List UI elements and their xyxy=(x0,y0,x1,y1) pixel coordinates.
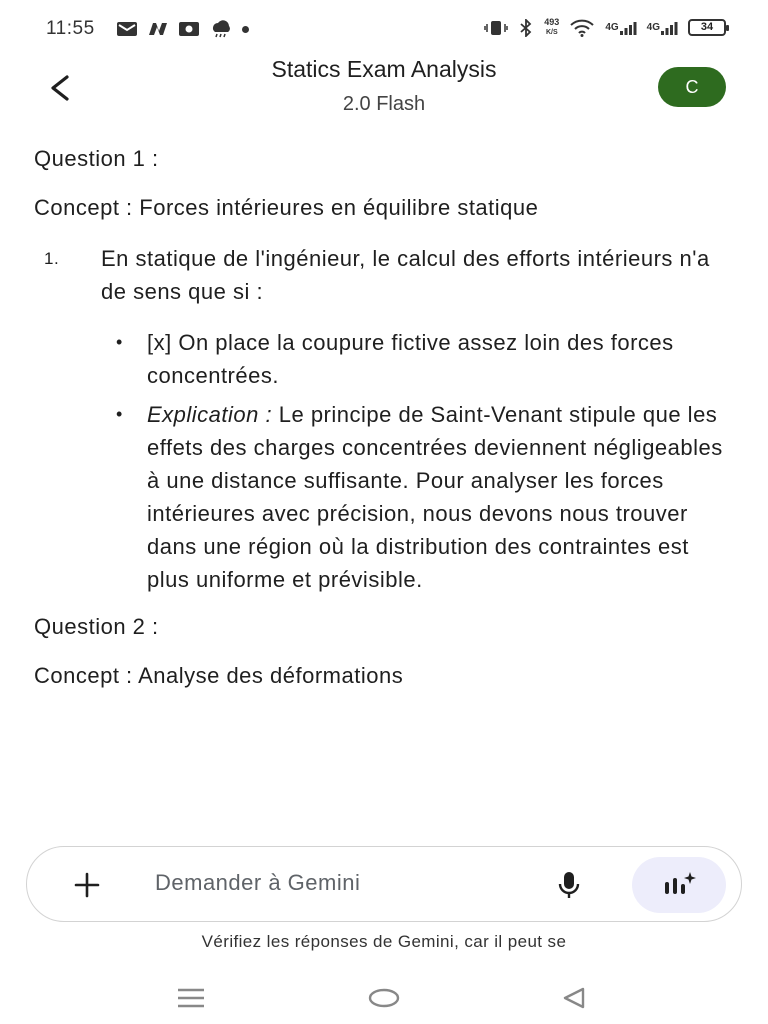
item-number: 1. xyxy=(44,249,60,268)
prompt-input-bar xyxy=(26,846,742,922)
more-notifications-icon xyxy=(242,26,249,33)
nav-back-button[interactable] xyxy=(549,983,599,1013)
battery-level: 34 xyxy=(700,21,714,33)
disclaimer-text: Vérifiez les réponses de Gemini, car il peut se xyxy=(201,932,567,951)
question-1-heading: Question 1 : xyxy=(34,146,159,171)
recents-button[interactable] xyxy=(166,983,216,1013)
explanation-label: Explication : xyxy=(147,402,273,427)
model-selector[interactable]: 2.0 Flash xyxy=(342,93,426,115)
page-title: Statics Exam Analysis xyxy=(271,56,497,82)
system-nav-bar xyxy=(0,975,768,1020)
bullet-answer-text: [x] On place la coupure fictive assez loin des forces concentrées. xyxy=(147,330,674,388)
network-type-1: 4G xyxy=(605,22,619,33)
numbered-item xyxy=(34,242,734,308)
bullet-answer xyxy=(112,326,734,392)
network-type-2: 4G xyxy=(646,22,660,33)
plus-icon xyxy=(73,871,101,899)
prompt-input[interactable]: Demander à Gemini xyxy=(155,870,361,895)
microphone-icon xyxy=(555,870,583,900)
notification-icons xyxy=(116,20,249,38)
network-speed xyxy=(544,18,559,37)
bluetooth-icon xyxy=(518,19,534,37)
signal-icon-2 xyxy=(647,20,678,36)
question-1-concept: Concept : Forces intérieures en équilibre statique xyxy=(34,195,539,220)
back-triangle-icon xyxy=(559,986,589,1010)
n-app-icon xyxy=(147,21,169,37)
microphone-button[interactable] xyxy=(549,865,589,905)
weather-icon xyxy=(209,20,233,38)
bullet-list xyxy=(34,326,734,596)
network-speed-value: 493 xyxy=(544,17,560,27)
bullet-dot: • xyxy=(116,404,123,424)
gemini-live-icon xyxy=(659,870,699,900)
system-icons xyxy=(484,18,726,37)
explanation-text: Le principe de Saint-Venant stipule que les effets des charges concentrées deviennent négligeables à une distance suffisante. Pour analyser les forces intérieures avec précision, nous devons nous trouver dans une région où la distribution des contraintes est plus uniforme et prévisible. xyxy=(147,402,723,592)
item-text: En statique de l'ingénieur, le calcul des efforts intérieurs n'a de sens que si : xyxy=(101,246,710,304)
home-button[interactable] xyxy=(359,983,409,1013)
chat-response xyxy=(34,140,734,692)
gemini-live-button[interactable] xyxy=(632,857,726,913)
recents-icon xyxy=(176,987,206,1009)
bullet-dot: • xyxy=(116,332,123,352)
vibrate-icon xyxy=(484,20,508,36)
home-icon xyxy=(367,987,401,1009)
network-speed-unit: K/S xyxy=(545,29,558,36)
signal-icon-1 xyxy=(605,20,636,36)
battery-icon xyxy=(688,19,726,36)
mail-icon xyxy=(116,21,138,37)
question-2-concept: Concept : Analyse des déformations xyxy=(34,663,404,688)
status-time: 11:55 xyxy=(46,18,95,39)
question-2-heading: Question 2 : xyxy=(34,614,159,639)
photo-icon xyxy=(178,21,200,37)
add-button[interactable] xyxy=(67,865,107,905)
bullet-explanation xyxy=(112,398,734,596)
avatar[interactable]: C xyxy=(658,67,726,107)
wifi-icon xyxy=(569,19,595,37)
status-bar xyxy=(0,0,768,60)
